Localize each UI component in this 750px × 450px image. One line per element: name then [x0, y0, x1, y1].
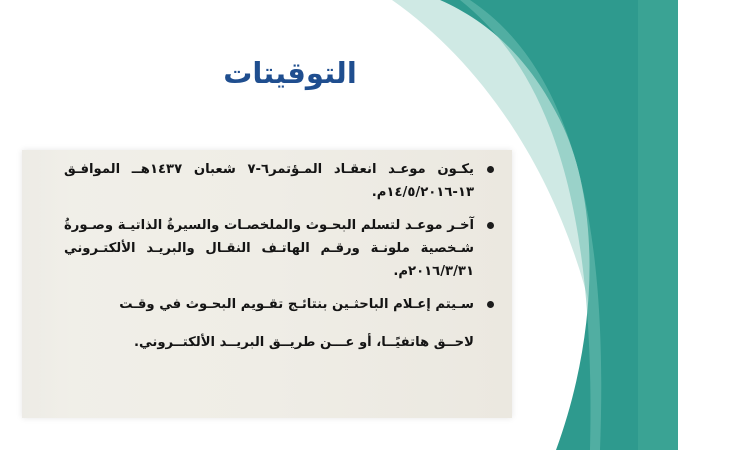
bullet-item-conference-date: [64, 158, 496, 204]
bullet-text: يكـون موعـد انعقـاد المـؤتمر٦-٧ شعبان ١٤٣٧هــ الموافـق ١٣-١٤/٥/٢٠١٦م.: [64, 162, 474, 200]
teal-side-band: [638, 0, 678, 450]
bullet-list: [64, 158, 496, 364]
bullet-item-submission-deadline: [64, 214, 496, 283]
bullet-text-line-2: لاحــق هاتفيًــا، أو عـــن طريــق البريــد الألكتــروني.: [134, 335, 474, 350]
bullet-text-line-1: سـيتم إعـلام الباحثـين بنتائـج تقـويم البحـوث في وقـت: [119, 297, 474, 312]
bullet-text: آخـر موعـد لتسلم البحـوث والملخصـات والسيرةُ الذاتيـة وصـورةُ شـخصية ملونـة ورقـم الهاتـف النقـال والبريـد الألكتـروني ٢٠١٦/٣/٣١م.: [64, 218, 474, 279]
page-title: التوقيتات: [223, 56, 357, 90]
bullet-item-notification: [64, 293, 496, 354]
